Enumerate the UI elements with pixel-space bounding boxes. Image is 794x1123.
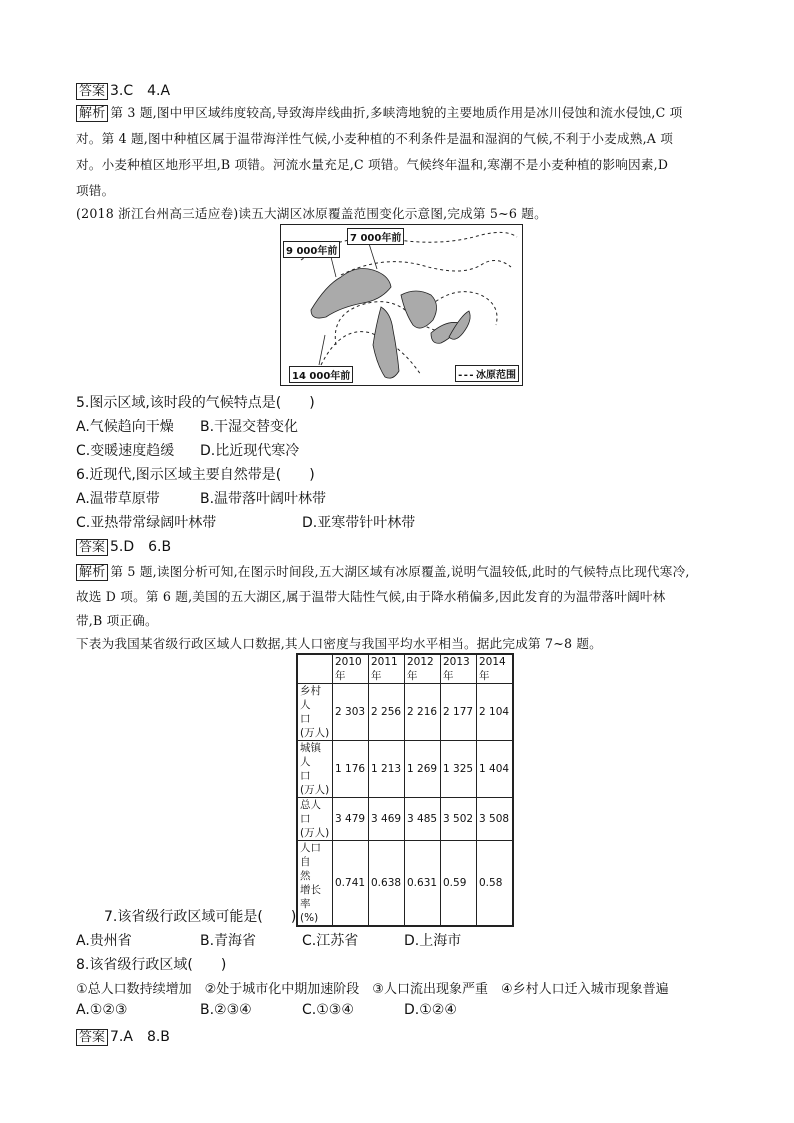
legend-label: 冰原范围 (476, 370, 516, 381)
q5-option-b: B.干湿交替变化 (200, 419, 299, 435)
analysis-line: 故选 D 项。第 6 题,美国的五大湖区,属于温带大陆性气候,由于降水稍偏多,因此发育的为温带落叶阔叶林 (76, 589, 666, 604)
label-9000: 9 000年前 (283, 241, 340, 258)
analysis-tag: 解析 (76, 564, 108, 581)
label-14000: 14 000年前 (289, 366, 353, 383)
table-cell: 2 303 (333, 684, 369, 741)
table-cell: 3 469 (369, 798, 405, 841)
analysis-block-56-line1 (76, 561, 690, 581)
q5-option-a: A.气候趋向干燥 (76, 419, 174, 435)
table-cell: 1 213 (369, 741, 405, 798)
great-lakes-ice-map (280, 224, 523, 386)
table-cell: 1 325 (441, 741, 477, 798)
table-cell: 1 176 (333, 741, 369, 798)
analysis-line: 对。小麦种植区地形平坦,B 项错。河流水量充足,C 项错。气候终年温和,寒潮不是小麦种植的影响因素,D (76, 157, 669, 172)
label-7000: 7 000年前 (347, 228, 404, 245)
population-table (296, 653, 514, 927)
analysis-line: 带,B 项正确。 (76, 613, 158, 628)
question-7-stem: 7.该省级行政区域可能是( ) (104, 909, 297, 925)
table-cell: 0.59 (441, 841, 477, 927)
row-label: 总人口 (万人) (297, 798, 333, 841)
table-cell: 0.741 (333, 841, 369, 927)
table-row (297, 741, 513, 798)
year-header: 2011 年 (369, 654, 405, 684)
year-header: 2010 年 (333, 654, 369, 684)
year-header: 2014 年 (477, 654, 514, 684)
year-header: 2013 年 (441, 654, 477, 684)
row-label: 乡村人 口 (万人) (297, 684, 333, 741)
analysis-line: 项错。 (76, 183, 115, 198)
table-cell: 2 177 (441, 684, 477, 741)
q5-option-d: D.比近现代寒冷 (200, 443, 300, 459)
q7-option-b: B.青海省 (200, 933, 257, 949)
table-cell: 3 502 (441, 798, 477, 841)
q8-option-c: C.①③④ (302, 1002, 354, 1018)
analysis-tag: 解析 (76, 105, 108, 122)
q8-option-b: B.②③④ (200, 1002, 252, 1018)
lake-michigan-shape (373, 307, 399, 378)
intro-56: (2018 浙江台州高三适应卷)读五大湖区冰原覆盖范围变化示意图,完成第 5~6 题。 (76, 206, 547, 221)
q8-option-d: D.①②④ (404, 1002, 457, 1018)
analysis-text: 第 5 题,读图分析可知,在图示时间段,五大湖区域有冰原覆盖,说明气温较低,此时的气候特点比现代寒冷, (110, 564, 690, 579)
table-cell: 1 269 (405, 741, 441, 798)
lake-huron-shape (401, 291, 437, 328)
answer-tag: 答案 (76, 1029, 108, 1046)
table-cell: 0.631 (405, 841, 441, 927)
row-label: 城镇人 口 (万人) (297, 741, 333, 798)
q6-option-d: D.亚寒带针叶林带 (302, 515, 416, 531)
dashed-line-icon: - - - (458, 370, 473, 381)
q7-option-c: C.江苏省 (302, 933, 359, 949)
lake-superior-shape (311, 269, 391, 319)
q6-option-b: B.温带落叶阔叶林带 (200, 491, 327, 507)
table-cell: 0.58 (477, 841, 514, 927)
table-cell: 3 508 (477, 798, 514, 841)
answer-text: 7.A 8.B (110, 1029, 170, 1045)
answer-tag: 答案 (76, 539, 108, 556)
table-cell: 1 404 (477, 741, 514, 798)
intro-78: 下表为我国某省级行政区域人口数据,其人口密度与我国平均水平相当。据此完成第 7~8 题。 (76, 636, 602, 651)
table-cell: 3 485 (405, 798, 441, 841)
table-row (297, 684, 513, 741)
q7-option-a: A.贵州省 (76, 933, 132, 949)
table-row (297, 841, 513, 927)
q8-statements: ①总人口数持续增加 ②处于城市化中期加速阶段 ③人口流出现象严重 ④乡村人口迁入城市现象普遍 (76, 982, 669, 997)
analysis-line: 对。第 4 题,图中种植区属于温带海洋性气候,小麦种植的不利条件是温和湿润的气候,不利于小麦成熟,A 项 (76, 131, 674, 146)
q6-option-a: A.温带草原带 (76, 491, 160, 507)
map-legend (455, 365, 519, 382)
table-cell: 2 256 (369, 684, 405, 741)
table-header-row (297, 654, 513, 684)
table-row (297, 798, 513, 841)
analysis-block-34-line1 (76, 102, 682, 122)
answer-text: 5.D 6.B (110, 539, 172, 555)
answer-text: 3.C 4.A (110, 83, 171, 99)
year-header: 2012 年 (405, 654, 441, 684)
answer-block-56 (76, 536, 171, 556)
q8-option-a: A.①②③ (76, 1002, 128, 1018)
table-cell: 3 479 (333, 798, 369, 841)
q5-option-c: C.变暖速度趋缓 (76, 443, 175, 459)
question-8-stem: 8.该省级行政区域( ) (76, 957, 227, 973)
answer-block-34 (76, 80, 170, 100)
row-label: 人口自 然 增长率 (%) (297, 841, 333, 927)
question-6-stem: 6.近现代,图示区域主要自然带是( ) (76, 467, 315, 483)
answer-tag: 答案 (76, 83, 108, 100)
table-cell: 0.638 (369, 841, 405, 927)
table-cell: 2 104 (477, 684, 514, 741)
q6-option-c: C.亚热带常绿阔叶林带 (76, 515, 217, 531)
question-5-stem: 5.图示区域,该时段的气候特点是( ) (76, 395, 315, 411)
answer-block-78 (76, 1026, 170, 1046)
analysis-text: 第 3 题,图中甲区域纬度较高,导致海岸线曲折,多峡湾地貌的主要地质作用是冰川侵蚀和流水侵蚀,C 项 (110, 105, 683, 120)
q7-option-d: D.上海市 (404, 933, 462, 949)
table-cell: 2 216 (405, 684, 441, 741)
